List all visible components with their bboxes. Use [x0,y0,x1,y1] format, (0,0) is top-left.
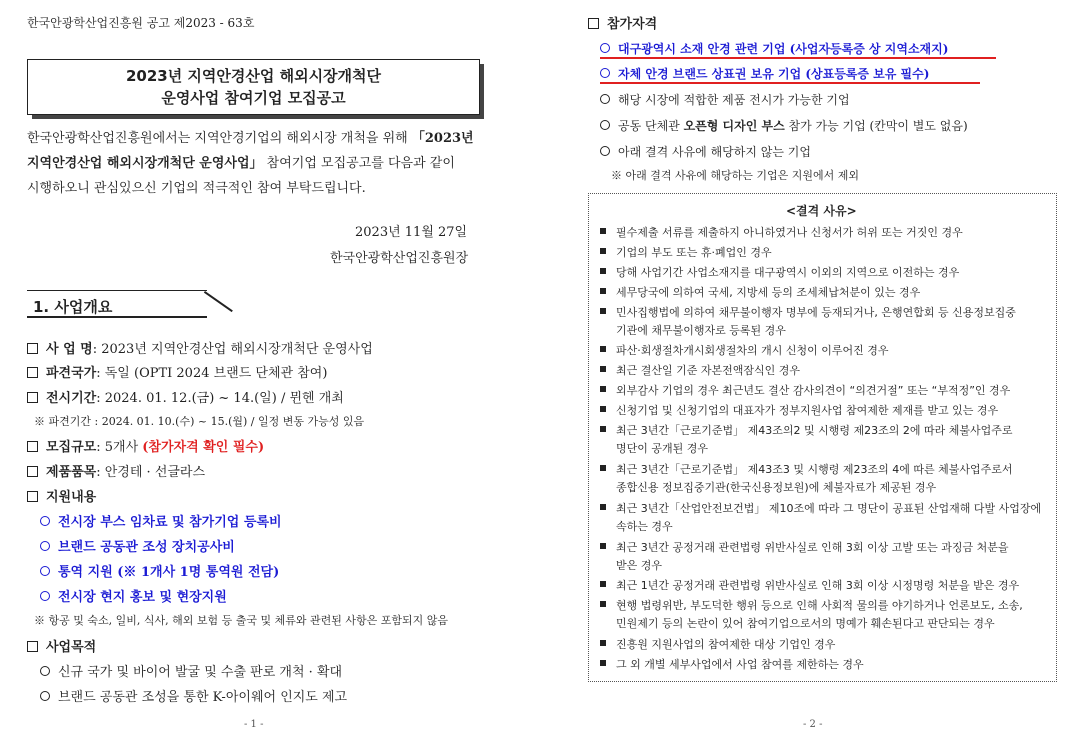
circle-bullet-icon [40,591,50,601]
reason-item: 신청기업 및 신청기업의 대표자가 정부지원사업 참여제한 제재를 받고 있는 경우 [600,402,998,418]
circle-bullet-icon [600,68,610,78]
circle-bullet-icon [600,43,610,53]
circle-bullet-icon [600,94,610,104]
disqualification-title: <결격 사유> [786,204,857,218]
checkbox-icon [27,641,38,652]
purpose-item: 신규 국가 및 바이어 발굴 및 수출 판로 개척 · 확대 [40,661,342,680]
reason-item: 외부감사 기업의 경우 최근년도 결산 감사의견이 “의견거절” 또는 “부적정”인 경우 [600,382,1010,398]
reason-item-continued: 명단이 공개된 경우 [616,442,709,455]
product-row: 제품품목: 안경테 · 선글라스 [27,461,205,480]
eligibility-item: 대구광역시 소재 안경 관련 기업 (사업자등록증 상 지역소재지) [600,40,948,57]
reason-item: 필수제출 서류를 제출하지 아니하였거나 신청서가 허위 또는 거짓인 경우 [600,224,963,240]
checkbox-icon [27,466,38,477]
circle-bullet-icon [40,541,50,551]
title-line-1: 2023년 지역안경산업 해외시장개척단 [125,67,382,85]
support-item: 브랜드 공동관 조성 장치공사비 [40,536,235,555]
eligibility-note: ※ 아래 결격 사유에 해당하는 기업은 지원에서 제외 [611,169,859,182]
support-item: 전시장 현지 홍보 및 현장지원 [40,586,227,605]
eligibility-heading: 참가자격 [588,13,657,32]
reason-item: 세무당국에 의하여 국세, 지방세 등의 조세체납처분이 있는 경우 [600,284,920,300]
project-name-row: 사 업 명: 2023년 지역안경산업 해외시장개척단 운영사업 [27,338,373,357]
eligibility-item: 아래 결격 사유에 해당하지 않는 기업 [600,143,811,160]
reason-item: 최근 결산일 기준 자본전액잠식인 경우 [600,362,800,378]
checkbox-icon [27,343,38,354]
reason-item: 최근 3년간「근로기준법」 제43조3 및 시행령 제23조의 4에 따른 체불사업주로서 [600,461,1013,477]
support-note: ※ 항공 및 숙소, 일비, 식사, 해외 보험 등 출국 및 체류와 관련된 사항은 포함되지 않음 [34,614,448,627]
reason-item-continued: 민원제기 등의 논란이 있어 참여기업으로서의 명예가 훼손된다고 판단되는 경우 [616,617,995,630]
reason-item: 최근 1년간 공정거래 관련법령 위반사실로 인해 3회 이상 시정명령 처분을 받은 경우 [600,577,1019,593]
red-underline [600,82,980,84]
page-number: - 1 - [244,719,264,730]
section-overview-heading: 1. 사업개요 [33,298,113,316]
title-line-2: 운영사업 참여기업 모집공고 [161,89,346,107]
reason-item: 그 외 개별 세부사업에서 사업 참여를 제한하는 경우 [600,656,864,672]
red-underline [600,57,996,59]
reason-item: 현행 법령위반, 부도덕한 행위 등으로 인해 사회적 물의를 야기하거나 언론보도, 소송, [600,597,1023,613]
checkbox-icon [27,367,38,378]
eligibility-item: 자체 안경 브랜드 상표권 보유 기업 (상표등록증 보유 필수) [600,65,929,82]
period-row: 전시기간: 2024. 01. 12.(금) ~ 14.(일) / 뮌헨 개최 [27,387,344,406]
reason-item: 최근 3년간「근로기준법」 제43조의2 및 시행령 제23조의 2에 따라 체불사업주로 [600,422,1013,438]
reason-item-continued: 종합신용 정보집중기관(한국신용정보원)에 체불자료가 제공된 경우 [616,481,937,494]
announcement-date: 2023년 11월 27일 [355,225,468,240]
eligibility-item: 해당 시장에 적합한 제품 전시가 가능한 기업 [600,91,850,108]
reason-item: 진흥원 지원사업의 참여제한 대상 기업인 경우 [600,636,835,652]
reason-item: 기업의 부도 또는 휴·폐업인 경우 [600,244,772,260]
notice-number: 한국안광학산업진흥원 공고 제2023 - 63호 [27,16,255,30]
scale-row: 모집규모: 5개사 (참가자격 확인 필수) [27,436,264,455]
signature: 한국안광학산업진흥원장 [330,251,469,266]
reason-item: 당해 사업기간 사업소재지를 대구광역시 이외의 지역으로 이전하는 경우 [600,264,959,280]
circle-bullet-icon [600,146,610,156]
circle-bullet-icon [40,566,50,576]
reason-item: 민사집행법에 의하여 채무불이행자 명부에 등재되거나, 은행연합회 등 신용정보집중 [600,304,1016,320]
country-row: 파견국가: 독일 (OPTI 2024 브랜드 단체관 참여) [27,362,327,381]
support-item: 전시장 부스 임차료 및 참가기업 등록비 [40,511,282,530]
support-item: 통역 지원 (※ 1개사 1명 통역원 전담) [40,561,279,580]
purpose-heading: 사업목적 [27,636,96,655]
checkbox-icon [588,18,599,29]
page-number: - 2 - [803,719,823,730]
checkbox-icon [27,491,38,502]
checkbox-icon [27,441,38,452]
circle-bullet-icon [40,666,50,676]
eligibility-item: 공동 단체관 오픈형 디자인 부스 참가 가능 기업 (칸막이 별도 없음) [600,117,968,134]
circle-bullet-icon [40,691,50,701]
support-heading: 지원내용 [27,486,96,505]
checkbox-icon [27,392,38,403]
purpose-item: 브랜드 공동관 조성을 통한 K-아이웨어 인지도 제고 [40,686,347,705]
reason-item: 최근 3년간「산업안전보건법」 제10조에 따라 그 명단이 공표된 산업재해 다발 사업장에 [600,500,1041,516]
reason-item-continued: 기관에 채무불이행자로 등록된 경우 [616,324,786,337]
reason-item-continued: 속하는 경우 [616,520,673,533]
circle-bullet-icon [600,120,610,130]
reason-item-continued: 받은 경우 [616,559,663,572]
reason-item: 파산·회생절차개시회생절차의 개시 신청이 이루어진 경우 [600,342,889,358]
announcement-title-box [27,59,480,115]
reason-item: 최근 3년간 공정거래 관련법령 위반사실로 인해 3회 이상 고발 또는 과징금 처분을 [600,539,1009,555]
period-note: ※ 파견기간 : 2024. 01. 10.(수) ~ 15.(월) / 일정 변동 가능성 있음 [34,415,365,428]
circle-bullet-icon [40,516,50,526]
intro-line-2: 지역안경산업 해외시장개척단 운영사업」 참여기업 모집공고를 다음과 같이 [27,156,455,171]
intro-line-3: 시행하오니 관심있으신 기업의 적극적인 참여 부탁드립니다. [27,181,366,196]
intro-line-1: 한국안광학산업진흥원에서는 지역안경기업의 해외시장 개척을 위해 「2023년 [27,131,474,146]
